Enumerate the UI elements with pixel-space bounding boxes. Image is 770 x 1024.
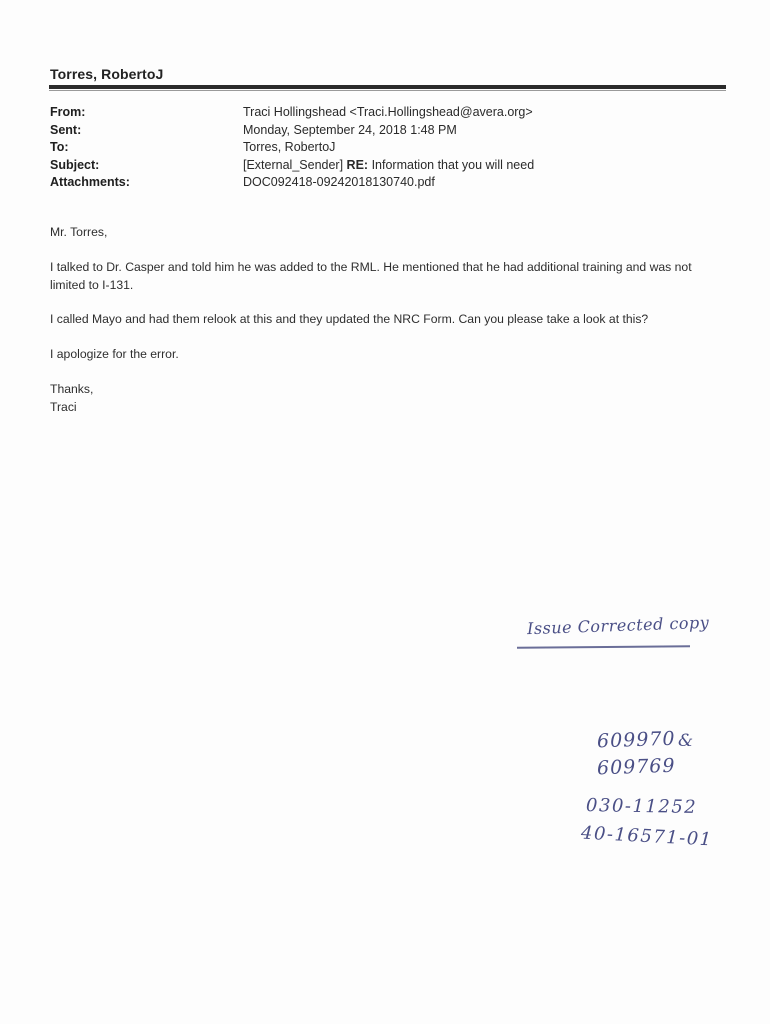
from-value: Traci Hollingshead <Traci.Hollingshead@avera.org> — [243, 105, 533, 119]
handwritten-note: Issue Corrected copy — [526, 612, 710, 639]
header-divider-thin — [49, 90, 726, 91]
handwritten-license-number: 40-16571-01 — [580, 822, 714, 851]
to-row — [50, 139, 710, 157]
subject-row — [50, 157, 710, 175]
sent-row — [50, 122, 710, 140]
subject-value — [243, 157, 534, 175]
handwritten-ampersand: & — [678, 731, 694, 751]
handwritten-number-2: 609769 — [596, 754, 676, 780]
attachment-filename: DOC092418-09242018130740.pdf — [243, 175, 435, 189]
email-headers — [50, 104, 710, 192]
email-paragraph-3: I apologize for the error. — [50, 347, 179, 361]
subject-label: Subject: — [50, 157, 100, 172]
email-greeting: Mr. Torres, — [50, 225, 108, 239]
to-value: Torres, RobertoJ — [243, 140, 336, 154]
handwritten-number-1: 609970 — [596, 727, 676, 753]
email-paragraph-1: I talked to Dr. Casper and told him he was added to the RML. He mentioned that he had additional training and was not limited to I-131. — [50, 260, 692, 292]
email-signature: Traci — [50, 400, 77, 414]
from-label: From: — [50, 105, 86, 119]
handwritten-docket-number: 030-11252 — [585, 795, 698, 818]
mailbox-owner-name: Torres, RobertoJ — [50, 66, 164, 82]
sent-value: Monday, September 24, 2018 1:48 PM — [243, 122, 457, 137]
attachments-row — [50, 174, 710, 192]
subject-prefix: [External_Sender] — [243, 157, 344, 172]
email-paragraph-2: I called Mayo and had them relook at this and they updated the NRC Form. Can you please take a look at this? — [50, 312, 649, 326]
sent-label: Sent: — [50, 122, 82, 137]
header-divider — [49, 85, 726, 89]
attachments-label: Attachments: — [50, 175, 130, 189]
handwritten-underline — [517, 645, 690, 649]
email-signoff — [50, 380, 730, 416]
from-row — [50, 104, 710, 122]
to-label: To: — [50, 140, 69, 154]
subject-text: Information that you will need — [371, 157, 535, 172]
email-closing: Thanks, — [50, 382, 94, 396]
subject-reply-marker: RE: — [346, 157, 369, 172]
